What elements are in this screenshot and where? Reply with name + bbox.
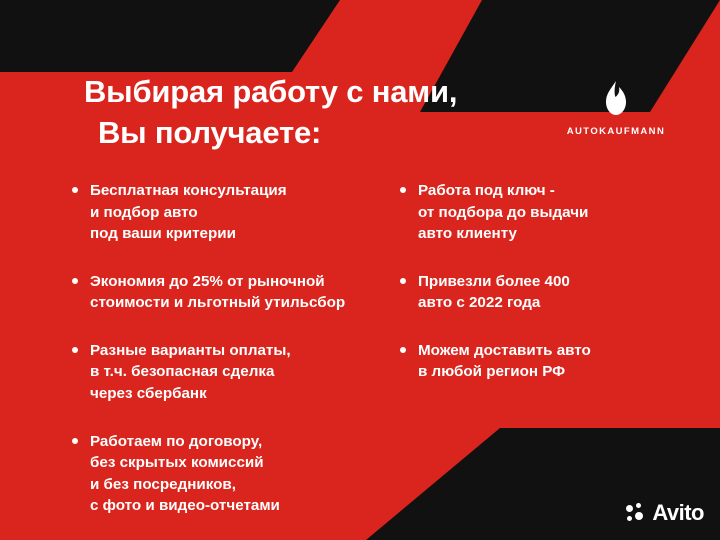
page-title (84, 72, 604, 154)
page-title-line-2: Вы получаете: (98, 114, 322, 150)
list-item (72, 271, 402, 314)
list-item-line: Бесплатная консультация (90, 182, 287, 199)
list-item (400, 340, 700, 383)
flame-icon (595, 78, 637, 120)
list-item-line: Разные варианты оплаты, (90, 341, 291, 359)
list-item-line: Работаем по договору, (90, 432, 263, 450)
list-item (72, 340, 402, 405)
list-item (72, 180, 402, 245)
benefits-column-right (400, 180, 700, 409)
list-item-line: авто с 2022 года (418, 294, 541, 312)
list-item-line: Можем доставить авто (418, 341, 591, 359)
list-item-line: Привезли более 400 (418, 272, 570, 290)
avito-watermark (626, 500, 704, 526)
list-item-line: без скрытых комиссий (90, 454, 264, 472)
list-item-line: стоимости и льготный утильсбор (90, 294, 346, 312)
page-title-line-1: Выбирая работу с нами, (84, 74, 458, 109)
list-item-line: и подбор авто (90, 203, 198, 221)
avito-dots-icon (626, 503, 646, 523)
list-item-line: от подбора до выдачи (418, 203, 589, 221)
decorative-shape-top-left (0, 0, 340, 72)
list-item-line: через сбербанк (90, 385, 207, 403)
list-item-line: Работа под ключ - (418, 182, 555, 199)
list-item-line: и без посредников, (90, 475, 236, 493)
list-item-line: под ваши критерии (90, 225, 236, 243)
list-item-line: с фото и видео-отчетами (90, 497, 280, 515)
list-item-line: Экономия до 25% от рыночной (90, 272, 325, 290)
list-item-line: авто клиенту (418, 225, 517, 243)
list-item (72, 431, 402, 517)
list-item (400, 180, 700, 245)
avito-watermark-label: Avito (652, 500, 704, 525)
benefits-column-left (72, 180, 402, 540)
list-item-line: в т.ч. безопасная сделка (90, 363, 275, 381)
brand-logo-text: AUTOKAUFMANN (566, 126, 666, 137)
list-item-line: в любой регион РФ (418, 363, 566, 381)
brand-logo (556, 78, 676, 137)
list-item (400, 271, 700, 314)
